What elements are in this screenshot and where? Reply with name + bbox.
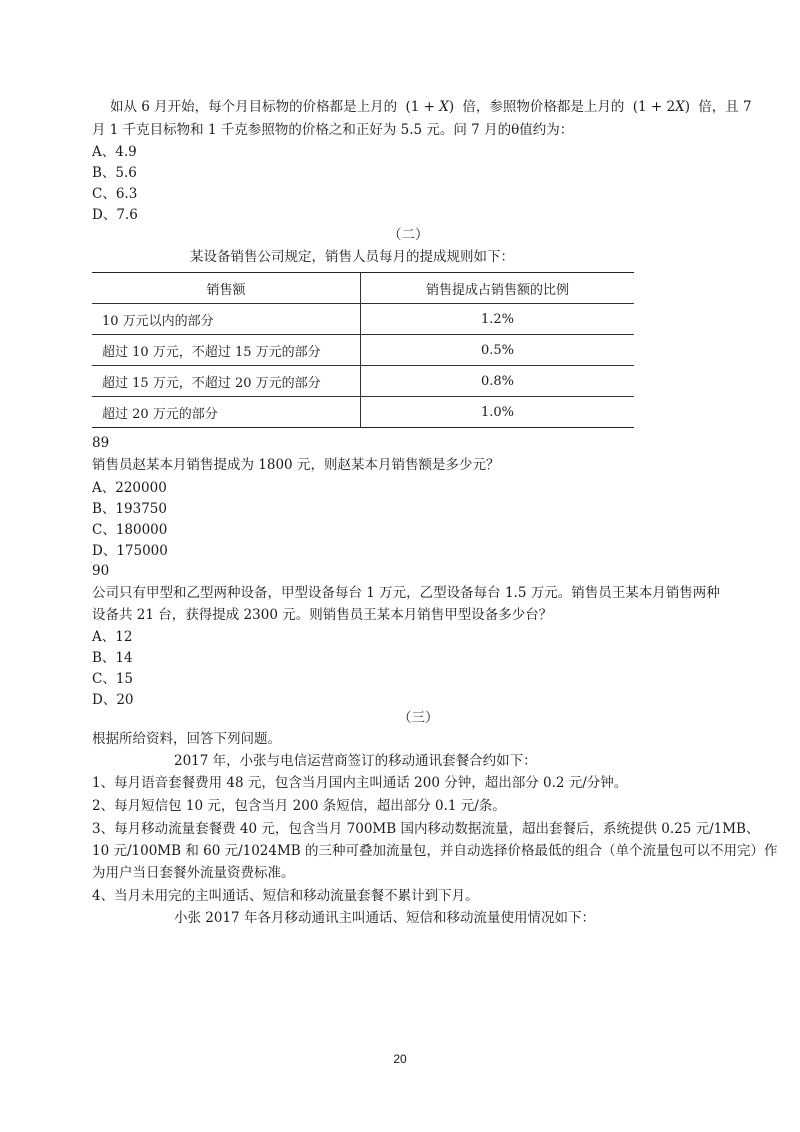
rule-3-line3: 为用户当日套餐外流量资费标准。 [92, 865, 295, 881]
table-cell-ratio: 1.0% [361, 397, 635, 428]
table-row [92, 304, 634, 335]
section3-heading: （三） [398, 710, 439, 726]
q88-text-b: 倍，参照物价格都是上月的 [462, 99, 625, 115]
table-header-ratio: 销售提成占销售额的比例 [361, 273, 635, 304]
page-number: 20 [393, 1052, 407, 1066]
table-cell-ratio: 1.2% [361, 304, 635, 335]
table-cell-range: 超过 20 万元的部分 [92, 397, 361, 428]
q89-question: 销售员赵某本月销售提成为 1800 元，则赵某本月销售额是多少元？ [92, 457, 500, 473]
rule-3-line1: 3、每月移动流量套餐费 40 元，包含当月 700MB 国内移动数据流量，超出套餐后，系统提供 0.25 元/1MB、 [92, 821, 760, 837]
q88-option-b: B、5.6 [92, 165, 137, 181]
q88-line1 [110, 98, 752, 116]
q90-option-d: D、20 [92, 692, 134, 708]
table-header-row [92, 273, 634, 304]
q89-option-b: B、193750 [92, 501, 167, 517]
q90-option-b: B、14 [92, 650, 133, 666]
table-row [92, 366, 634, 397]
table-cell-range: 超过 15 万元，不超过 20 万元的部分 [92, 366, 361, 397]
q90-question-line2: 设备共 21 台，获得提成 2300 元。则销售员王某本月销售甲型设备多少台？ [92, 607, 553, 623]
rule-1: 1、每月语音套餐费用 48 元，包含当月国内主叫通话 200 分钟，超出部分 0.2 元/分钟。 [92, 775, 628, 791]
q88-line2: 月 1 千克目标物和 1 千克参照物的价格之和正好为 5.5 元。问 7 月的θ值约为： [92, 122, 574, 138]
math-expression-1: (1 + X) [405, 99, 455, 115]
math-expression-2: (1 + 2X) [632, 99, 690, 115]
table-cell-range: 10 万元以内的部分 [92, 304, 361, 335]
table-cell-ratio: 0.8% [361, 366, 635, 397]
table-row [92, 335, 634, 366]
q89-option-a: A、220000 [92, 480, 167, 496]
q88-text-c: 倍，且 7 [698, 99, 752, 115]
table-cell-ratio: 0.5% [361, 335, 635, 366]
commission-table [92, 272, 634, 428]
q88-option-a: A、4.9 [92, 144, 137, 160]
q88-text-a: 如从 6 月开始，每个月目标物的价格都是上月的 [110, 99, 398, 115]
q89-number: 89 [92, 435, 110, 451]
section2-heading: （二） [388, 227, 429, 243]
q88-option-d: D、7.6 [92, 207, 138, 223]
rule-3-line2: 10 元/100MB 和 60 元/1024MB 的三种可叠加流量包，并自动选择价格最低的组合（单个流量包可以不用完）作 [92, 843, 778, 859]
q90-option-a: A、12 [92, 629, 133, 645]
q90-question-line1: 公司只有甲型和乙型两种设备，甲型设备每台 1 万元，乙型设备每台 1.5 万元。销售员王某本月销售两种 [92, 585, 720, 601]
usage-intro: 小张 2017 年各月移动通讯主叫通话、短信和移动流量使用情况如下： [174, 910, 595, 926]
rule-4: 4、当月未用完的主叫通话、短信和移动流量套餐不累计到下月。 [92, 888, 479, 904]
q89-option-d: D、175000 [92, 543, 168, 559]
section2-intro: 某设备销售公司规定，销售人员每月的提成规则如下： [190, 249, 514, 265]
q89-option-c: C、180000 [92, 522, 168, 538]
table-row [92, 397, 634, 428]
rule-2: 2、每月短信包 10 元，包含当月 200 条短信，超出部分 0.1 元/条。 [92, 798, 506, 814]
table-cell-range: 超过 10 万元，不超过 15 万元的部分 [92, 335, 361, 366]
section3-intro: 根据所给资料，回答下列问题。 [92, 731, 281, 747]
q88-option-c: C、6.3 [92, 186, 138, 202]
q90-number: 90 [92, 563, 110, 579]
table-header-sales: 销售额 [92, 273, 361, 304]
section3-subtitle: 2017 年，小张与电信运营商签订的移动通讯套餐合约如下： [174, 753, 537, 769]
q90-option-c: C、15 [92, 671, 134, 687]
